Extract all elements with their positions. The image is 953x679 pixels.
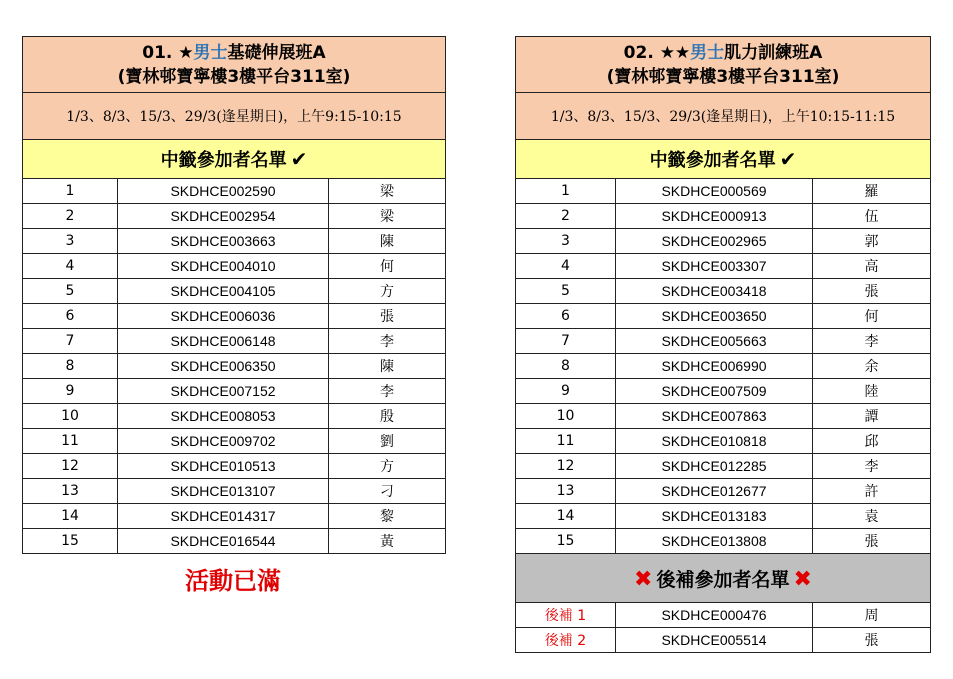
row-number: 14	[516, 504, 616, 529]
participant-surname: 黎	[329, 504, 446, 529]
class-title-men: 男士	[690, 42, 725, 63]
participant-id: SKDHCE006148	[118, 329, 329, 354]
class-title-suffix: 基礎伸展班A	[227, 42, 326, 63]
row-number: 7	[516, 329, 616, 354]
participant-id: SKDHCE013808	[616, 529, 813, 554]
table-row	[23, 254, 446, 279]
participant-surname: 郭	[813, 229, 931, 254]
participant-id: SKDHCE009702	[118, 429, 329, 454]
participant-id: SKDHCE005514	[616, 628, 813, 653]
participant-surname: 李	[329, 329, 446, 354]
row-number: 3	[23, 229, 118, 254]
table-row	[516, 304, 931, 329]
participant-id: SKDHCE000569	[616, 179, 813, 204]
table-row	[23, 504, 446, 529]
participant-id: SKDHCE002965	[616, 229, 813, 254]
row-number: 11	[23, 429, 118, 454]
participant-surname: 何	[813, 304, 931, 329]
row-number: 10	[23, 404, 118, 429]
row-number: 6	[23, 304, 118, 329]
participant-surname: 張	[329, 304, 446, 329]
winner-list-header	[516, 140, 931, 179]
table-row	[23, 429, 446, 454]
row-number: 10	[516, 404, 616, 429]
row-number: 2	[516, 204, 616, 229]
participant-surname: 張	[813, 529, 931, 554]
participant-surname: 劉	[329, 429, 446, 454]
row-number: 8	[23, 354, 118, 379]
cross-icon: ✖	[634, 566, 653, 592]
table-row	[23, 404, 446, 429]
participant-surname: 陳	[329, 354, 446, 379]
participant-surname: 陳	[329, 229, 446, 254]
row-number: 12	[23, 454, 118, 479]
table-row	[516, 279, 931, 304]
participant-id: SKDHCE007863	[616, 404, 813, 429]
participant-id: SKDHCE003663	[118, 229, 329, 254]
participant-surname: 陸	[813, 379, 931, 404]
table-row	[516, 479, 931, 504]
row-number: 9	[516, 379, 616, 404]
participant-id: SKDHCE002954	[118, 204, 329, 229]
class-schedule: 1/3、8/3、15/3、29/3(逢星期日)，上午9:15-10:15	[23, 93, 446, 140]
participant-surname: 梁	[329, 204, 446, 229]
participant-surname: 高	[813, 254, 931, 279]
participant-surname: 何	[329, 254, 446, 279]
participant-surname: 譚	[813, 404, 931, 429]
participant-surname: 袁	[813, 504, 931, 529]
row-number: 3	[516, 229, 616, 254]
class-title-prefix: 01. ★	[142, 42, 194, 63]
participant-id: SKDHCE008053	[118, 404, 329, 429]
table-row	[516, 229, 931, 254]
row-number: 13	[23, 479, 118, 504]
row-number: 4	[516, 254, 616, 279]
participant-table-right	[515, 36, 931, 653]
participant-id: SKDHCE004105	[118, 279, 329, 304]
table-row	[516, 379, 931, 404]
participant-id: SKDHCE003650	[616, 304, 813, 329]
participant-id: SKDHCE010818	[616, 429, 813, 454]
participant-id: SKDHCE005663	[616, 329, 813, 354]
table-row	[516, 429, 931, 454]
class-full-notice: 活動已滿	[185, 567, 281, 595]
table-row	[23, 229, 446, 254]
participant-surname: 邱	[813, 429, 931, 454]
cross-icon: ✖	[793, 566, 812, 592]
row-number: 15	[516, 529, 616, 554]
table-row	[23, 354, 446, 379]
participant-id: SKDHCE004010	[118, 254, 329, 279]
table-row	[516, 329, 931, 354]
participant-surname: 周	[813, 603, 931, 628]
participant-table-left	[22, 36, 446, 554]
row-number: 14	[23, 504, 118, 529]
table-row	[23, 379, 446, 404]
checkmark-icon: ✔	[779, 147, 797, 171]
participant-surname: 方	[329, 454, 446, 479]
winner-list-header-label: 中籤參加者名單	[649, 150, 776, 171]
row-number: 5	[516, 279, 616, 304]
participant-surname: 李	[813, 454, 931, 479]
class-location: (寶林邨寶寧樓3樓平台311室)	[606, 66, 840, 87]
table-row	[516, 529, 931, 554]
table-row	[23, 329, 446, 354]
row-number: 13	[516, 479, 616, 504]
waitlist-header-label: 後補參加者名單	[656, 568, 790, 591]
participant-id: SKDHCE006350	[118, 354, 329, 379]
participant-id: SKDHCE000476	[616, 603, 813, 628]
table-row	[23, 529, 446, 554]
participant-surname: 李	[813, 329, 931, 354]
table-row	[23, 179, 446, 204]
class-panel-left	[22, 36, 446, 554]
row-number: 7	[23, 329, 118, 354]
participant-surname: 張	[813, 628, 931, 653]
table-row	[516, 204, 931, 229]
waitlist-row	[516, 603, 931, 628]
table-row	[516, 179, 931, 204]
winner-list-header	[23, 140, 446, 179]
row-number: 5	[23, 279, 118, 304]
participant-id: SKDHCE007509	[616, 379, 813, 404]
row-number: 後補 2	[516, 628, 616, 653]
row-number: 1	[516, 179, 616, 204]
participant-surname: 許	[813, 479, 931, 504]
class-title	[516, 37, 931, 93]
participant-id: SKDHCE013107	[118, 479, 329, 504]
participant-surname: 張	[813, 279, 931, 304]
row-number: 15	[23, 529, 118, 554]
row-number: 4	[23, 254, 118, 279]
row-number: 6	[516, 304, 616, 329]
row-number: 2	[23, 204, 118, 229]
participant-surname: 李	[329, 379, 446, 404]
participant-id: SKDHCE000913	[616, 204, 813, 229]
checkmark-icon: ✔	[290, 147, 308, 171]
waitlist-header	[516, 554, 931, 603]
table-row	[23, 454, 446, 479]
participant-id: SKDHCE003418	[616, 279, 813, 304]
table-row	[516, 254, 931, 279]
participant-id: SKDHCE014317	[118, 504, 329, 529]
participant-surname: 殷	[329, 404, 446, 429]
row-number: 後補 1	[516, 603, 616, 628]
table-row	[23, 204, 446, 229]
participant-id: SKDHCE006990	[616, 354, 813, 379]
participant-id: SKDHCE002590	[118, 179, 329, 204]
row-number: 9	[23, 379, 118, 404]
participant-surname: 羅	[813, 179, 931, 204]
winner-list-header-label: 中籤參加者名單	[160, 150, 287, 171]
table-row	[23, 304, 446, 329]
participant-id: SKDHCE010513	[118, 454, 329, 479]
class-title-prefix: 02. ★★	[623, 42, 691, 63]
class-title-suffix: 肌力訓練班A	[724, 42, 823, 63]
participant-id: SKDHCE013183	[616, 504, 813, 529]
row-number: 1	[23, 179, 118, 204]
participant-surname: 梁	[329, 179, 446, 204]
participant-id: SKDHCE006036	[118, 304, 329, 329]
class-schedule: 1/3、8/3、15/3、29/3(逢星期日)，上午10:15-11:15	[516, 93, 931, 140]
table-row	[516, 454, 931, 479]
row-number: 12	[516, 454, 616, 479]
table-row	[23, 479, 446, 504]
participant-id: SKDHCE016544	[118, 529, 329, 554]
participant-id: SKDHCE003307	[616, 254, 813, 279]
participant-surname: 黃	[329, 529, 446, 554]
class-title-men: 男士	[193, 42, 228, 63]
class-panel-right	[515, 36, 931, 653]
participant-id: SKDHCE012285	[616, 454, 813, 479]
table-row	[516, 504, 931, 529]
participant-id: SKDHCE012677	[616, 479, 813, 504]
class-title	[23, 37, 446, 93]
table-row	[516, 354, 931, 379]
waitlist-row	[516, 628, 931, 653]
participant-surname: 刁	[329, 479, 446, 504]
row-number: 8	[516, 354, 616, 379]
table-row	[23, 279, 446, 304]
row-number: 11	[516, 429, 616, 454]
class-location: (寶林邨寶寧樓3樓平台311室)	[117, 66, 351, 87]
table-row	[516, 404, 931, 429]
participant-surname: 方	[329, 279, 446, 304]
participant-surname: 余	[813, 354, 931, 379]
participant-surname: 伍	[813, 204, 931, 229]
participant-id: SKDHCE007152	[118, 379, 329, 404]
